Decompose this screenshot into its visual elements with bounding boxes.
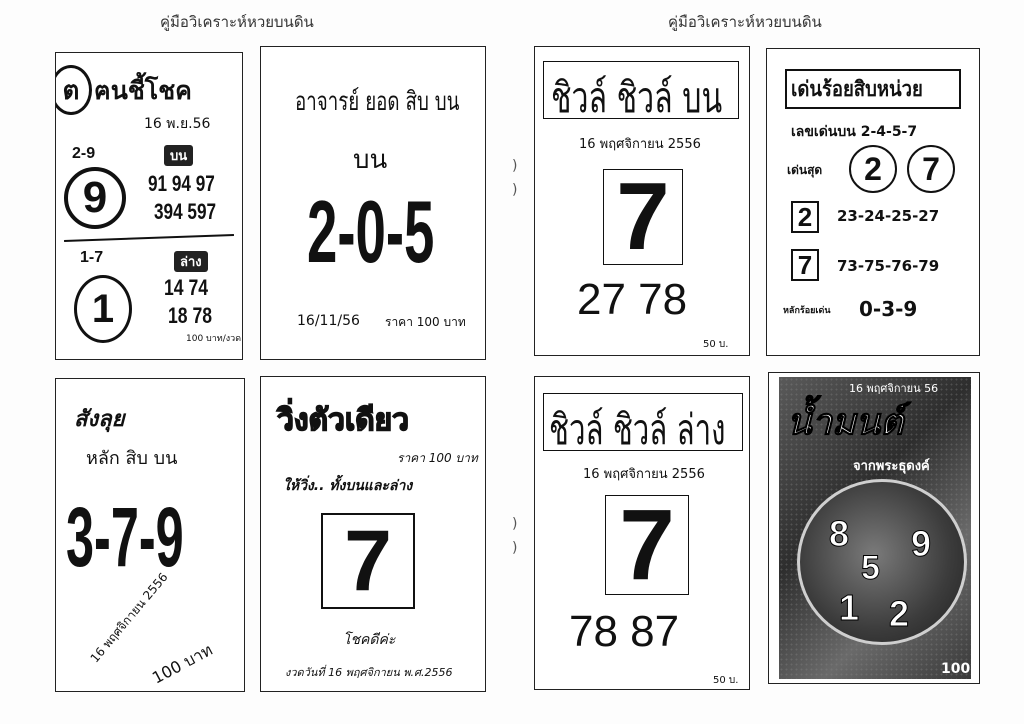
card-price: 100 บาท <box>148 640 216 688</box>
header-right: คู่มือวิเคราะห์หวยบนดิน <box>668 13 822 31</box>
card-subtitle: จากพระธุดงค์ <box>853 459 930 474</box>
binding-mark: ) <box>512 540 518 556</box>
card-date: 16 พฤศจิกายน 2556 <box>87 570 171 666</box>
card-chill-bottom <box>534 376 750 690</box>
card-subtitle: หลัก สิบ บน <box>86 448 178 469</box>
big-number: 7 <box>321 513 415 609</box>
luck-text: โชคดีค่ะ <box>343 632 396 648</box>
card-teacher-yot <box>260 46 486 360</box>
card-note: ให้วิ่ง.. ทั้งบนและล่าง <box>283 478 413 494</box>
card-sang-lui <box>55 378 245 692</box>
lucky-number: 9 <box>911 523 932 564</box>
big-number: 7 <box>605 495 689 595</box>
circle-number-bottom: 1 <box>74 275 132 343</box>
numbers-bottom-line2: 18 78 <box>168 303 213 328</box>
numbers-top-line1: 91 94 97 <box>148 171 215 196</box>
lucky-number: 8 <box>829 513 850 554</box>
binding-mark: ) <box>512 182 518 198</box>
card-title: สังลุย <box>74 407 125 432</box>
badge-top: บน <box>164 145 193 166</box>
header-left: คู่มือวิเคราะห์หวยบนดิน <box>160 13 314 31</box>
card-price: 100 <box>941 661 971 677</box>
card-title: เด่นร้อยสิบหน่วย <box>791 77 923 101</box>
card-date: งวดวันที่ 16 พฤศจิกายน พ.ศ.2556 <box>285 666 453 679</box>
pair-numbers: 78 87 <box>569 607 680 656</box>
binding-mark: ) <box>512 516 518 532</box>
lead-numbers: เลขเด่นบน 2-4-5-7 <box>791 124 918 140</box>
card-price: ราคา 100 บาท <box>385 315 466 329</box>
card-price: 50 บ. <box>713 675 739 686</box>
big-number: 7 <box>603 169 683 265</box>
card-hundreds-tens-units <box>766 48 980 356</box>
brand-name: ฅนชี้โชค <box>94 76 192 105</box>
row-numbers-1: 23-24-25-27 <box>837 207 940 225</box>
card-title: วิ่งตัวเดียว <box>277 403 409 438</box>
card-title: น้ำมนต์ <box>787 402 904 443</box>
pair-numbers: 27 78 <box>577 275 688 324</box>
cover-date: 16 พฤศจิกายน 56 <box>849 382 939 395</box>
row-key-2: 7 <box>791 249 819 281</box>
row-numbers-2: 73-75-76-79 <box>837 257 940 275</box>
card-title: ชิวล์ ชิวล์ บน <box>551 73 723 122</box>
binding-mark: ) <box>512 158 518 174</box>
main-numbers: 2-0-5 <box>307 182 435 281</box>
card-chill-top <box>534 46 750 356</box>
card-title: ชิวล์ ชิวล์ ล่าง <box>549 405 726 454</box>
lucky-number: 1 <box>839 587 860 628</box>
card-date: 16 พ.ย.56 <box>144 116 211 132</box>
best-number-1: 2 <box>849 145 897 193</box>
divider <box>64 234 234 242</box>
best-number-2: 7 <box>907 145 955 193</box>
main-numbers: 3-7-9 <box>66 490 184 584</box>
badge-bottom: ล่าง <box>174 251 208 272</box>
card-title: อาจารย์ ยอด สิบ บน <box>295 87 460 117</box>
hundreds-label: หลักร้อยเด่น <box>783 306 831 316</box>
card-subtitle: บน <box>353 145 388 175</box>
card-price: 50 บ. <box>703 339 729 350</box>
card-price: ราคา 100 บาท <box>397 451 478 465</box>
card-price: 100 บาท/งวด <box>186 334 242 344</box>
bowl-image <box>797 479 967 645</box>
pair-bottom: 1-7 <box>80 249 104 266</box>
circle-number-top: 9 <box>64 167 126 229</box>
numbers-bottom-line1: 14 74 <box>164 275 209 300</box>
lucky-number: 5 <box>861 549 880 587</box>
numbers-top-line2: 394 597 <box>154 199 217 224</box>
lucky-number: 2 <box>889 593 910 634</box>
card-date: 16 พฤศจิกายน 2556 <box>583 467 705 482</box>
card-fortune-teller <box>55 52 243 360</box>
row-key-1: 2 <box>791 201 819 233</box>
card-holy-water <box>768 372 980 684</box>
hundreds-numbers: 0-3-9 <box>859 297 918 321</box>
card-date: 16 พฤศจิกายน 2556 <box>579 137 701 152</box>
card-date: 16/11/56 <box>297 313 360 329</box>
card-single-run <box>260 376 486 692</box>
best-label: เด่นสุด <box>787 163 823 177</box>
pair-top: 2-9 <box>72 145 96 162</box>
logo-icon: ต <box>55 65 92 115</box>
